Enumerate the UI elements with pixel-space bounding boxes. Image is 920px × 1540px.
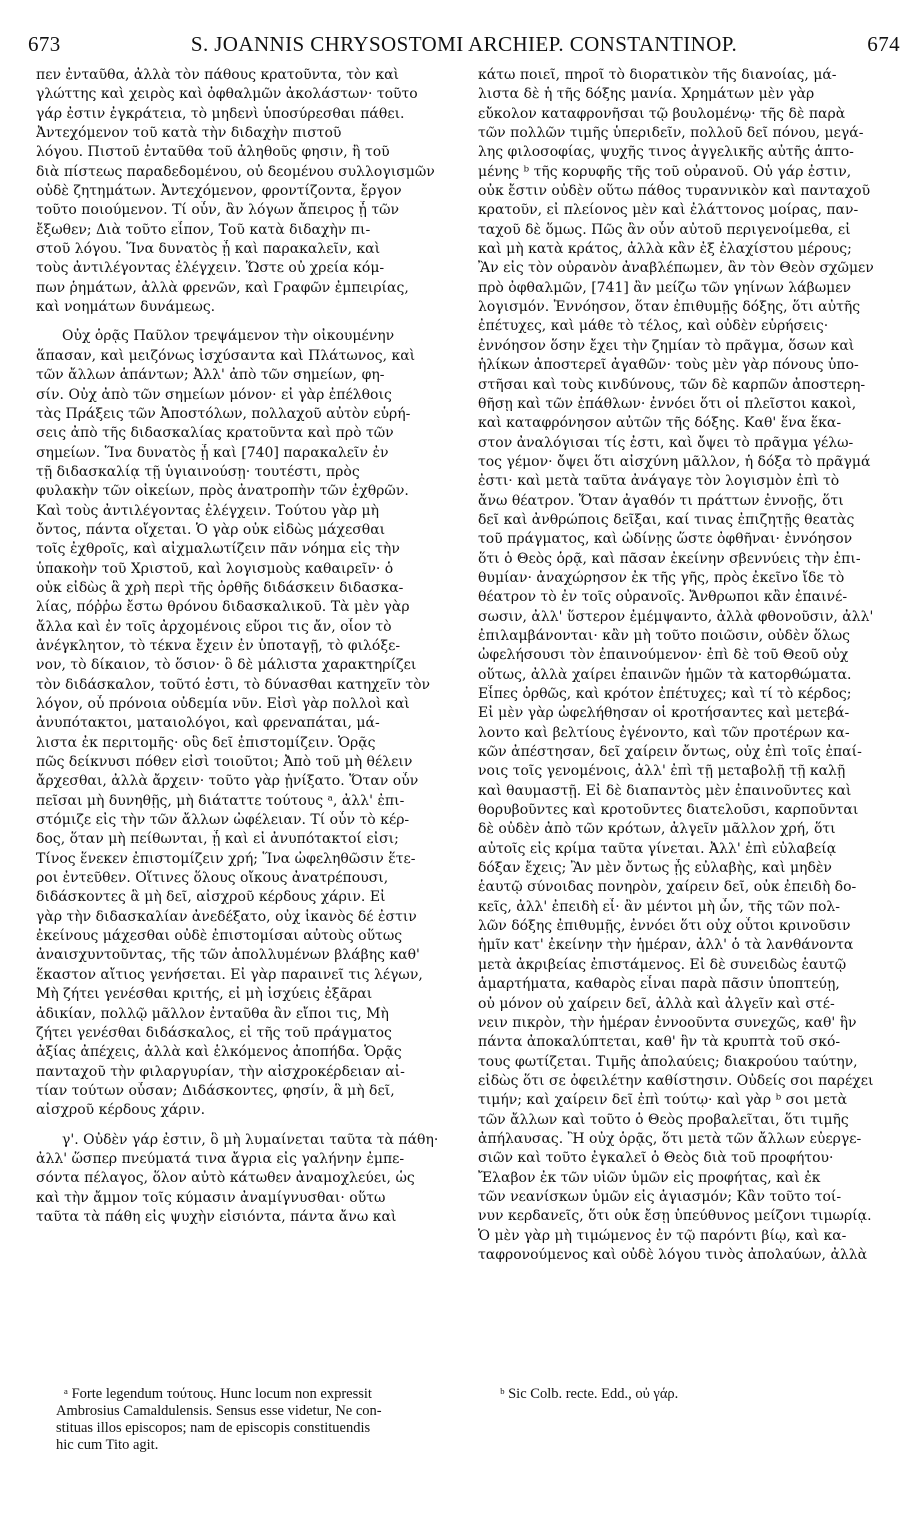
text-line: ἄνω θέατρον. Ὅταν ἀγαθόν τι πράττων ἐννοῇς, ὅτι <box>478 492 844 509</box>
text-line: σημείων. Ἵνα δυνατὸς ᾖ καὶ [740] παρακαλεῖν ἐν <box>36 444 389 461</box>
footnote-line: stituas illos episcopos; nam de episcopis constituendis <box>56 1420 371 1436</box>
text-line: Καὶ τοὺς ἀντιλέγοντας ἐλέγχειν. Τούτου γὰρ μὴ <box>36 502 379 519</box>
text-line: δόξαν ἔχεις; Ἂν μὲν ὄντως ᾖς εὐλαβὴς, καὶ μηδὲν <box>478 860 832 877</box>
text-line: διδάσκοντες ἃ μὴ δεῖ, αἰσχροῦ κέρδους χάριν. Εἰ <box>36 889 386 906</box>
text-line: οὐ μόνον οὐ χαίρειν δεῖ, ἀλλὰ καὶ ἀλγεῖν καὶ στέ- <box>478 995 835 1012</box>
text-line: κῶν ἀπέστησαν, δεῖ χαίρειν ὄντως, οὐχ ἐπὶ τοῖς ἐπαί- <box>478 744 862 761</box>
text-line: ἔξωθεν; Διὰ τοῦτο εἶπον, Τοῦ κατὰ διδαχὴν πι- <box>36 221 371 238</box>
page-number-left: 673 <box>28 32 61 56</box>
text-line: ἕκαστον αἴτιος γενήσεται. Εἰ γὰρ παραινεῖ τις λέγων, <box>36 966 423 983</box>
text-line: κεῖς, ἀλλ' ἐπειδὴ εἶ· ἂν μέντοι μὴ ὦν, τῆς τῶν πολ- <box>478 898 841 915</box>
text-line: τοῦ πράγματος, καὶ ὠδίνῃς ὥστε ὀφθῆναι· ἐννόησον <box>478 531 853 548</box>
text-line: Ὁ μὲν γὰρ μὴ τιμώμενος ἐν τῷ παρόντι βίῳ, καὶ κα- <box>478 1227 847 1244</box>
text-line: θυμίαν· ἀναχώρησον ἐκ τῆς γῆς, πρὸς ἐκεῖνο ἴδε τὸ <box>478 569 845 586</box>
text-line: ὄντος, πάντα οἴχεται. Ὁ γὰρ οὐκ εἰδὼς μάχεσθαι <box>36 521 386 538</box>
text-line: λόγου. Πιστοῦ ἐνταῦθα τοῦ ἀληθοῦς φησιν, ἢ τοῦ <box>36 144 390 161</box>
text-line: καὶ θαυμαστῇ. Εἰ δὲ διαπαντὸς μὲν ἐπαινοῦντες καὶ <box>478 782 852 799</box>
text-line: Εἶπες ὀρθῶς, καὶ κρότον ἐπέτυχες; καὶ τί τὸ κέρδος; <box>478 686 852 702</box>
text-line: τοὺς ἀντιλέγοντας ἐλέγχειν. Ὥστε οὐ χρεία κόμ- <box>36 260 385 277</box>
text-line: γὰρ τὴν διδασκαλίαν ἀνεδέξατο, οὐχ ἱκανὸς δέ ἐστιν <box>36 908 417 925</box>
text-line: τῶν νεανίσκων ὑμῶν εἰς ἁγιασμόν; Κἂν τοῦτο τοί- <box>478 1188 842 1205</box>
text-line: Ἔλαβον ἐκ τῶν υἱῶν ὑμῶν εἰς προφήτας, καὶ ἐκ <box>478 1169 821 1186</box>
text-line: ἑαυτῷ σύνοιδας πονηρὸν, χαίρειν δεῖ, οὐκ ἐπειδὴ δο- <box>478 879 857 896</box>
left-column <box>36 66 461 1227</box>
text-line: ἀνέγκλητον, τὸ τέκνα ἔχειν ἐν ὑποταγῇ, τὸ φιλόξε- <box>36 637 401 654</box>
text-line: ἀξίας ἀπέχεις, ἀλλὰ καὶ ἑλκόμενος ἀποπήδα. Ὁρᾷς <box>36 1044 402 1061</box>
text-line: πάντα ἀποκαλύπτεται, καθ' ἣν τὰ κρυπτὰ τοῦ σκό- <box>478 1034 841 1051</box>
text-line: ζήτει γενέσθαι διδάσκαλος, εἰ τῆς τοῦ πράγματος <box>36 1024 392 1041</box>
text-line: οὐκ εἰδὼς ἃ χρὴ περὶ τῆς ὀρθῆς διδάσκειν διδασκα- <box>36 579 404 596</box>
text-line: Ἀντεχόμενον τοῦ κατὰ τὴν διδαχὴν πιστοῦ <box>36 125 342 142</box>
text-line: λης φιλοσοφίας, ψυχῆς τινος ἀγγελικῆς αὐτῆς ἁπτο- <box>478 144 854 161</box>
text-line: στόμιζε εἰς τὴν τῶν ἄλλων ὠφέλειαν. Τί οὖν τὸ κέρ- <box>36 812 410 829</box>
text-line: μετὰ ἀκριβείας ἐπιστάμενος. Εἰ δὲ συνειδὼς ἑαυτῷ <box>478 956 847 973</box>
text-line: ἀδικίαν, πολλῷ μᾶλλον ἐνταῦθα ἂν εἴποι τις, Μὴ <box>36 1005 389 1022</box>
text-line: ἡμῖν κατ' ἐκείνην τὴν ἡμέραν, ἀλλ' ὁ τὰ λανθάνοντα <box>478 937 854 954</box>
footnote-right <box>500 1386 880 1403</box>
text-line: τῶν ἄλλων καὶ τοῦτο ὁ Θεὸς προβαλεῖται, ὅτι τιμῆς <box>478 1111 849 1128</box>
text-line: θέατρον τὸ ἐν τοῖς οὐρανοῖς. Ἄνθρωποι κἂν ἐπαινέ- <box>478 589 848 606</box>
text-line: ἄλλα καὶ ἐν τοῖς ἀρχομένοις εὕροι τις ἄν, οἷον τὸ <box>36 618 392 635</box>
text-line: θορυβοῦντες καὶ κροτοῦντες διατελοῦσι, καρποῦνται <box>478 802 859 819</box>
text-line: πῶς δείκνυσι πόθεν εἰσὶ τοιοῦτοι; Ἀπὸ τοῦ μὴ θέλειν <box>36 754 413 771</box>
text-line: ἀλλ' ὥσπερ πνεύματά τινα ἄγρια εἰς γαλήνην ἐμπε- <box>36 1150 405 1167</box>
text-line: ἐστι· καὶ μετὰ ταῦτα ἀνάγαγε τὸν λογισμὸν ἐπὶ τὸ <box>478 473 840 490</box>
text-line: καὶ μὴ κατὰ κράτος, ἀλλὰ κἂν ἐξ ἐλαχίστου μέρους; <box>478 241 852 258</box>
text-line: λογισμόν. Ἐννόησον, ὅταν ἐπιθυμῇς δόξης, ὅτι αὐτῆς <box>478 299 861 316</box>
text-line: νυν κερδανεῖς, ὅτι οὐκ ἔσῃ ὑπεύθυνος μείζονι τιμωρίᾳ. <box>478 1208 872 1225</box>
text-line: ἐννόησον ὅσην ἔχει τὴν ζημίαν τὸ πρᾶγμα, ὅσων καὶ <box>478 337 855 354</box>
text-line: τοῖς ἐχθροῖς, καὶ αἰχμαλωτίζειν πᾶν νόημα εἰς τὴν <box>36 541 400 558</box>
text-line: στοῦ λόγου. Ἵνα δυνατὸς ᾖ καὶ παρακαλεῖν, καὶ <box>36 241 381 258</box>
text-line: σιῶν καὶ τοῦτο ἐγκαλεῖ ὁ Θεὸς διὰ τοῦ προφήτου· <box>478 1150 834 1167</box>
text-line: νοις τοῖς γενομένοις, ἀλλ' ἐπὶ τῇ μεταβολῇ τῇ καλῇ <box>478 763 846 780</box>
text-line: εἰδὼς ὅτι σε ὀφειλέτην καθίστησιν. Οὐδείς σοι παρέχει <box>478 1072 874 1089</box>
text-line: ἐκείνους μάχεσθαι οὐδὲ ἐπιστομίσαι αὐτοὺς οὕτως <box>36 928 403 945</box>
page-number-right: 674 <box>867 32 900 56</box>
text-line: τιμήν; καὶ χαίρειν δεῖ ἐπὶ τούτῳ· καὶ γὰρ ᵇ σοι μετὰ <box>478 1092 848 1109</box>
text-line: ἁμαρτήματα, καθαρὸς εἶναι παρὰ πᾶσιν ὑποπτεύῃ, <box>478 976 840 993</box>
text-line: τος γέμον· ὄψει ὅτι αἰσχύνη μᾶλλον, ἡ δόξα τὸ πρᾶγμά <box>478 453 871 470</box>
text-line: λόγον, οὗ πρόνοια οὐδεμία νῦν. Εἰσὶ γὰρ πολλοὶ καὶ <box>36 696 410 712</box>
text-line: ἡλίκων ἀποστερεῖ ἀγαθῶν· τοὺς μὲν γὰρ πόνους ὑπο- <box>478 357 859 374</box>
text-line: ἅπασαν, καὶ μειζόνως ἰσχύσαντα καὶ Πλάτωνος, καὶ <box>36 347 416 364</box>
text-line: λίας, πόῤῥω ἔστω θρόνου διδασκαλικοῦ. Τὰ μὲν γὰρ <box>36 599 410 616</box>
paragraph-4 <box>478 66 903 1265</box>
text-line: θῆσῃ καὶ τῶν ἐπάθλων· ἐννόει ὅτι οἱ πλεῖστοι κακοὶ, <box>478 395 857 412</box>
text-line: εὔκολον καταφρονῆσαι τῷ βουλομένῳ· τῆς δὲ παρὰ <box>478 105 846 122</box>
text-line: τὸν διδάσκαλον, τοῦτό ἐστι, τὸ δύνασθαι κατηχεῖν τὸν <box>36 676 431 693</box>
paragraph-gap <box>36 317 461 327</box>
text-line: τῶν πολλῶν τιμῆς ὑπεριδεῖν, πολλοῦ δεῖ πόνου, μεγά- <box>478 125 864 142</box>
text-line: τῇ διδασκαλίᾳ τῇ ὑγιαινούσῃ· τουτέστι, πρὸς <box>36 463 360 480</box>
text-line: ταχοῦ δὲ ὅμως. Πῶς ἂν οὖν αὐτοῦ περιγενοίμεθα, εἰ <box>478 221 851 238</box>
text-line: νον, τὸ δίκαιον, τὸ ὅσιον· ὃ δὲ μάλιστα χαρακτηρίζει <box>36 657 417 674</box>
text-line: ὑπακοὴν τοῦ Χριστοῦ, καὶ λογισμοὺς καθαιρεῖν· ὁ <box>36 560 394 577</box>
text-line: τίαν τούτων οὖσαν; Διδάσκοντες, φησίν, ἃ μὴ δεῖ, <box>36 1082 395 1099</box>
text-line: ροι ἐντεῦθεν. Οἵτινες ὅλους οἴκους ἀνατρέπουσι, <box>36 870 389 887</box>
text-line: καὶ τὴν ἄμμον τοῖς κύμασιν ἀναμίγνυσθαι· οὕτω <box>36 1189 386 1206</box>
text-line: Ἂν εἰς τὸν οὐρανὸν ἀναβλέπωμεν, ἂν τὸν Θεὸν σχῶμεν <box>478 260 874 277</box>
footnote-left <box>56 1386 456 1454</box>
text-line: τοῦτο ποιούμενον. Τί οὖν, ἂν λόγων ἄπειρος ᾖ τῶν <box>36 202 400 219</box>
right-column <box>478 66 903 1265</box>
text-line: κρατοῦν, εἰ πλείονος μὲν καὶ ἐλάττονος μοίρας, παν- <box>478 202 859 219</box>
text-line: τῶν ἄλλων ἁπάντων; Ἀλλ' ἀπὸ τῶν σημείων, φη- <box>36 367 385 384</box>
text-line: Οὐχ ὁρᾷς Παῦλον τρεψάμενον τὴν οἰκουμένην <box>62 328 395 345</box>
paragraph-2 <box>36 327 461 1120</box>
paragraph-gap <box>36 1121 461 1131</box>
text-line: ἀναισχυντοῦντας, τῆς τῶν ἀπολλυμένων βλάβης καθ' <box>36 947 420 964</box>
text-line: καὶ νοημάτων δυνάμεως. <box>36 299 216 316</box>
text-line: αὐτοῖς εἰς κρίμα ταῦτα γίνεται. Ἀλλ' ἐπὶ εὐλαβείᾳ <box>478 840 837 857</box>
text-line: πων ῥημάτων, ἀλλὰ φρενῶν, καὶ Γραφῶν ἐμπειρίας, <box>36 279 409 296</box>
text-line: ἀνυπότακτοι, ματαιολόγοι, καὶ φρεναπάται, μά- <box>36 715 380 732</box>
text-line: ἀπήλαυσας. Ἢ οὐχ ὁρᾷς, ὅτι μετὰ τῶν ἄλλων εὐεργε- <box>478 1130 862 1147</box>
text-line: νειν πικρὸν, τὴν ἡμέραν ἐννοοῦντα συνεχῶς, καθ' ἣν <box>478 1014 857 1031</box>
text-line: αἰσχροῦ κέρδους χάριν. <box>36 1102 206 1119</box>
text-line: Τίνος ἕνεκεν ἐπιστομίζειν χρή; Ἵνα ὠφεληθῶσιν ἕτε- <box>36 850 416 867</box>
text-line: διὰ πίστεως παραδεδομένου, οὐ δεομένου συλλογισμῶν <box>36 163 435 180</box>
footnote-line: ᵇ Sic Colb. recte. Edd., οὐ γάρ. <box>500 1386 679 1402</box>
text-line: λῶν δόξης ἐπιθυμῇς, ἐννόει ὅτι οὐχ οὗτοι κρινοῦσιν <box>478 918 851 935</box>
text-line: δεῖ καὶ ἀνθρώποις δεῖξαι, καί τινας ἐπιζητῇς θεατὰς <box>478 511 855 528</box>
text-line: τὰς Πράξεις τῶν Ἀποστόλων, πολλαχοῦ αὐτὸν εὑρή- <box>36 405 411 422</box>
text-line: στῆσαι καὶ τοὺς κινδύνους, τῶν δὲ καρπῶν ἀποστερη- <box>478 376 866 393</box>
footnote-line: hic cum Tito agit. <box>56 1437 159 1453</box>
text-line: πεν ἐνταῦθα, ἀλλὰ τὸν πάθους κρατοῦντα, τὸν καὶ <box>36 67 400 83</box>
text-line: σεις ἀπὸ τῆς διδασκαλίας κρατοῦντα καὶ πρὸ τῶν <box>36 425 394 442</box>
text-line: δὲ οὐδὲν ἀπὸ τῶν κρότων, ἀλγεῖν μᾶλλον χρή, ὅτι <box>478 821 836 838</box>
paragraph-1 <box>36 66 461 317</box>
text-line: πανταχοῦ τὴν φιλαργυρίαν, τὴν αἰσχροκέρδειαν αἰ- <box>36 1063 405 1080</box>
text-line: πεῖσαι μὴ δυνηθῇς, μὴ διάταττε τούτους ᵃ, ἀλλ' ἐπι- <box>36 792 405 809</box>
text-line: οὐδὲ ζητημάτων. Ἀντεχόμενον, φροντίζοντα, ἔργον <box>36 183 402 200</box>
text-line: ἄρχεσθαι, ἀλλὰ ἄρχειν· τοῦτο γὰρ ᾐνίξατο. Ὅταν οὖν <box>36 773 419 790</box>
text-line: οὐκ ἔστιν οὐδὲν οὕτω πάθος τυραννικὸν καὶ πανταχοῦ <box>478 183 871 200</box>
text-line: σωσιν, ἀλλ' ὕστερον ἐμέμψαντο, ἀλλὰ φθονοῦσιν, ἀλλ' <box>478 608 874 625</box>
text-line: ταφρονούμενος καὶ οὐδὲ λόγου τινὸς ἀπολαύων, ἀλλὰ <box>478 1246 868 1263</box>
text-line: στον ἀναλόγισαι τίς ἐστι, καὶ ὄψει τὸ πρᾶγμα γέλω- <box>478 434 854 451</box>
text-line: καὶ καταφρόνησον αὐτῶν τῆς δόξης. Καθ' ἕνα ἕκα- <box>478 415 842 432</box>
text-line: τους φωτίζεται. Τιμῆς ἀπολαύεις; διακρούου ταύτην, <box>478 1053 858 1070</box>
text-line: ταῦτα τὰ πάθη εἰς ψυχὴν εἰσιόντα, πάντα ἄνω καὶ <box>36 1208 397 1225</box>
paragraph-3 <box>36 1131 461 1228</box>
running-header <box>28 32 900 58</box>
text-line: φυλακὴν τῶν οἰκείων, πρὸς ἀνατροπὴν τῶν ἐχθρῶν. <box>36 483 409 500</box>
text-line: σίν. Οὐχ ἀπὸ τῶν σημείων μόνον· εἰ γὰρ ἐπέλθοις <box>36 386 392 403</box>
text-line: κάτω ποιεῖ, πηροῖ τὸ διορατικὸν τῆς διανοίας, μά- <box>478 67 837 83</box>
text-line: πρὸ ὀφθαλμῶν, [741] ἂν μείζω τῶν γηίνων λάβωμεν <box>478 279 851 296</box>
text-line: λιστα δὲ ἡ τῆς δόξης μανία. Χρημάτων μὲν γὰρ <box>478 86 815 103</box>
text-line: γ'. Οὐδὲν γάρ ἐστιν, ὃ μὴ λυμαίνεται ταῦτα τὰ πάθη· <box>62 1131 439 1148</box>
text-line: ἐπιλαμβάνονται· κἂν μὴ τοῦτο ποιῶσιν, οὐδὲν ὅλως <box>478 627 851 644</box>
footnote-line: Ambrosius Camaldulensis. Sensus esse videtur, Ne con- <box>56 1403 382 1419</box>
text-line: ἐπέτυχες, καὶ μάθε τὸ τέλος, καὶ οὐδὲν εὑρήσεις· <box>478 318 829 335</box>
text-line: σόντα πέλαγος, ὅλον αὐτὸ κάτωθεν ἀναμοχλεύει, ὡς <box>36 1170 415 1187</box>
text-line: Εἰ μὲν γὰρ ὠφελήθησαν οἱ κροτήσαντες καὶ μετεβά- <box>478 705 850 722</box>
text-line: λοντο καὶ βελτίους ἐγένοντο, καὶ τῶν προτέρων κα- <box>478 724 850 741</box>
text-line: ὠφελήσουσι τὸν ἐπαινούμενον· ἐπὶ δὲ τοῦ Θεοῦ οὐχ <box>478 647 849 664</box>
footnote-line: ᵃ Forte legendum τούτους. Hunc locum non expressit <box>64 1386 372 1402</box>
text-line: γλώττης καὶ χειρὸς καὶ ὀφθαλμῶν ἀκολάστων· τοῦτο <box>36 86 418 103</box>
text-line: ὅτι ὁ Θεὸς ὁρᾷ, καὶ πᾶσαν ἐκείνην σβεννύεις τὴν ἐπι- <box>478 550 861 567</box>
text-line: οὕτως, ἀλλὰ χαίρει ἐπαινῶν ἡμῶν τὰ κατορθώματα. <box>478 666 852 683</box>
running-title: S. JOANNIS CHRYSOSTOMI ARCHIEP. CONSTANTINOP. <box>190 32 738 56</box>
text-line: γάρ ἐστιν ἐγκράτεια, τὸ μηδενὶ ὑποσύρεσθαι πάθει. <box>36 105 405 122</box>
text-line: δος, ὅταν μὴ πείθωνται, ᾖ καὶ εἰ ἀνυπότακτοί εἰσι; <box>36 831 399 848</box>
text-line: λιστα ἐκ περιτομῆς· οὓς δεῖ ἐπιστομίζειν. Ὁρᾷς <box>36 734 376 751</box>
text-line: μένης ᵇ τῆς κορυφῆς τῆς τοῦ οὐρανοῦ. Οὐ γάρ ἐστιν, <box>478 163 852 180</box>
text-line: Μὴ ζήτει γενέσθαι κριτής, εἰ μὴ ἰσχύεις ἐξᾶραι <box>36 986 373 1003</box>
